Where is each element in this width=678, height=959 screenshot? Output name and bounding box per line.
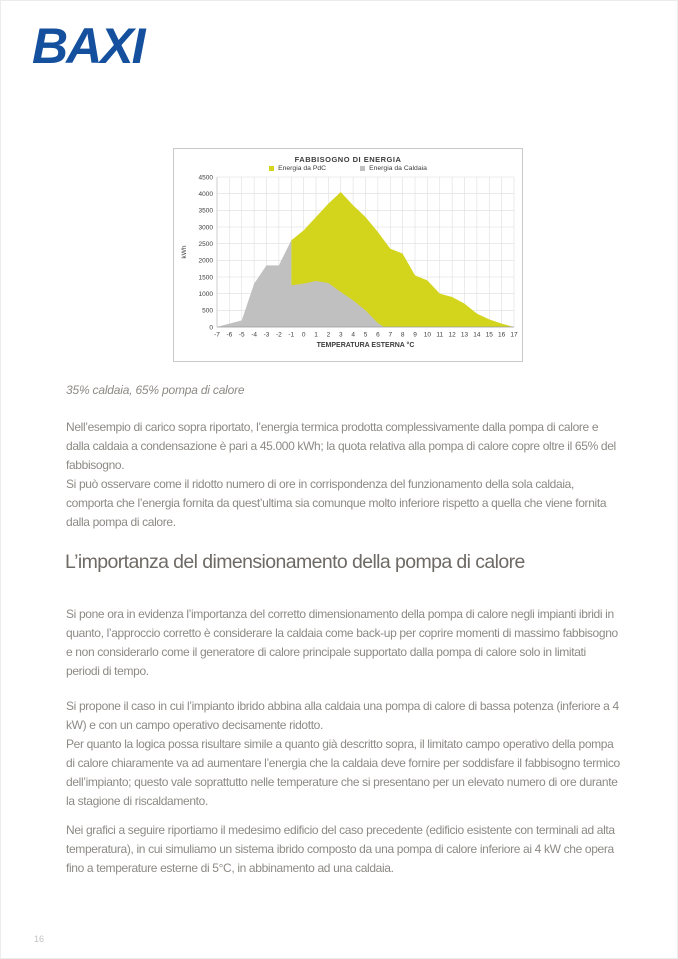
chart-plot [174,149,522,361]
svg-text:5: 5 [363,331,368,339]
svg-text:-3: -3 [263,331,270,339]
svg-text:14: 14 [473,331,481,339]
paragraph-line: Nei grafici a seguire riportiamo il medesimo edificio del caso precedente (edificio esistente con terminali ad alta temperatura), in cui simuliamo un sistema ibrido composto da una pompa di calore inferiore ai 4 kW che opera fino a temperature esterne di 5°C, in abbinamento ad una caldaia. [66,823,615,875]
paragraph-energy-example [66,418,622,532]
chart-legend [174,165,522,172]
svg-text:-7: -7 [214,331,220,339]
svg-text:0: 0 [209,324,213,332]
svg-text:3000: 3000 [198,224,213,232]
svg-text:17: 17 [510,331,518,339]
svg-text:16: 16 [498,331,506,339]
svg-text:13: 13 [460,331,469,339]
svg-text:4000: 4000 [198,190,213,198]
paragraph-line: Si può osservare come il ridotto numero di ore in corrispondenza del funzionamento della sola caldaia, comporta che l’energia fornita da quest’ultima sia comunque molto inferiore rispetto a quella che viene fornita dalla pompa di calore. [66,477,607,529]
svg-text:11: 11 [436,331,444,339]
chart-title: FABBISOGNO DI ENERGIA [294,155,402,164]
paragraph-line: Si propone il caso in cui l’impianto ibrido abbina alla caldaia una pompa di calore di bassa potenza (inferiore a 4 kW) e con un campo operativo decisamente ridotto. [66,699,619,732]
paragraph-next-charts [66,821,622,878]
legend-item-pdc [269,165,326,172]
legend-swatch-caldaia-icon [360,166,365,171]
legend-item-caldaia [360,165,427,172]
chart-caption: 35% caldaia, 65% pompa di calore [66,383,245,397]
paragraph-low-power-case [66,697,622,811]
svg-text:-5: -5 [238,331,245,339]
energy-chart [173,148,523,362]
svg-text:0: 0 [301,331,306,339]
svg-text:6: 6 [376,331,380,339]
svg-text:-4: -4 [251,331,258,339]
svg-text:TEMPERATURA ESTERNA °C: TEMPERATURA ESTERNA °C [316,342,415,349]
svg-text:3500: 3500 [198,207,213,215]
svg-text:4500: 4500 [198,174,213,182]
svg-text:3: 3 [338,331,343,339]
svg-text:1500: 1500 [198,274,213,282]
svg-text:1000: 1000 [198,290,213,298]
section-heading: L’importanza del dimensionamento della pompa di calore [65,551,525,573]
svg-text:500: 500 [202,307,213,315]
svg-text:4: 4 [351,331,355,339]
svg-text:2000: 2000 [198,257,213,265]
page-number: 16 [34,934,45,944]
paragraph-line: Nell’esempio di carico sopra riportato, l’energia termica prodotta complessivamente dalla pompa di calore e dalla caldaia a condensazione è pari a 45.000 kWh; la quota relativa alla pompa di calore copre oltre il 65% del fabbisogno. [66,420,616,472]
paragraph-line: Per quanto la logica possa risultare simile a quanto già descritto sopra, il limitato campo operativo della pompa di calore chiaramente va ad aumentare l’energia che la caldaia deve fornire per soddisfare il fabbisogno termico dell’impianto; questo vale soprattutto nelle temperature che si presentano per un elevato numero di ore durante la stagione di riscaldamento. [66,737,620,808]
paragraph-dimensioning [66,605,622,681]
svg-text:-2: -2 [275,331,282,339]
svg-text:15: 15 [485,331,493,339]
svg-text:1: 1 [314,331,318,339]
svg-text:-6: -6 [226,331,233,339]
legend-swatch-pdc-icon [269,166,274,171]
logo-text: BAXI [32,18,144,74]
svg-text:7: 7 [388,331,393,339]
svg-text:2500: 2500 [198,240,213,248]
svg-text:2: 2 [326,331,331,339]
svg-text:kWh: kWh [181,245,188,259]
svg-text:9: 9 [413,331,417,339]
svg-text:12: 12 [448,331,456,339]
paragraph-line: Si pone ora in evidenza l’importanza del corretto dimensionamento della pompa di calore negli impianti ibridi in quanto, l’approccio corretto è considerare la caldaia come back-up per coprire momenti di massimo fabbisogno e non considerarlo come il generatore di calore principale supportato dalla pompa di calore solo in limitati periodi di tempo. [66,607,618,678]
legend-label-caldaia: Energia da Caldaia [369,165,427,172]
svg-text:-1: -1 [288,331,295,339]
svg-text:10: 10 [423,331,431,339]
svg-text:8: 8 [400,331,405,339]
legend-label-pdc: Energia da PdC [278,165,327,172]
